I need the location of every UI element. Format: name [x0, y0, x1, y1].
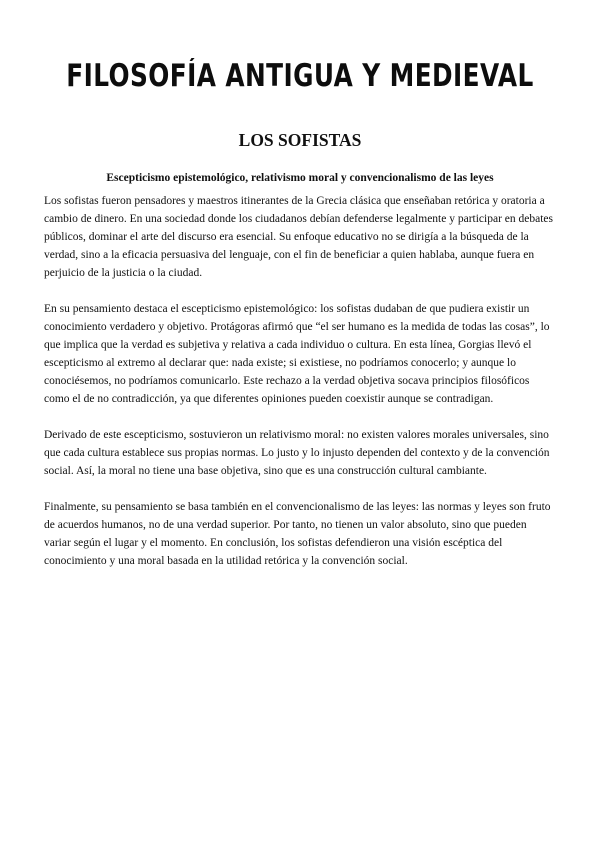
paragraph: Derivado de este escepticismo, sostuvieron un relativismo moral: no existen valores morales universales, sino que cada cultura establece sus propias normas. Lo justo y lo injusto dependen del contexto y de la convención social. Así, la moral no tiene una base objetiva, sino que es una construcción cultural cambiante.: [44, 429, 550, 477]
section-title: LOS SOFISTAS: [238, 130, 362, 150]
body-text: [44, 192, 556, 588]
paragraph: Los sofistas fueron pensadores y maestros itinerantes de la Grecia clásica que enseñaban retórica y oratoria a cambio de dinero. En una sociedad donde los ciudadanos debían defenderse legalmente y participar en debates públicos, dominar el arte del discurso era esencial. Su enfoque educativo no se dirigía a la búsqueda de la verdad, sino a la eficacia persuasiva del lenguaje, con el fin de beneficiar a quien hablaba, aunque fuera en perjuicio de la justicia o la ciudad.: [44, 195, 553, 279]
subtitle: Escepticismo epistemológico, relativismo moral y convencionalismo de las leyes: [106, 172, 494, 184]
main-title: FILOSOFÍA ANTIGUA Y MEDIEVAL: [66, 58, 534, 94]
paragraph: En su pensamiento destaca el escepticismo epistemológico: los sofistas dudaban de que pudiera existir un conocimiento verdadero y objetivo. Protágoras afirmó que “el ser humano es la medida de todas las cosas”, lo que implica que la verdad es subjetiva y relativa a cada individuo o cultura. En esta línea, Gorgias llevó el escepticismo al extremo al declarar que: nada existe; si existiese, no podríamos conocerlo; y aunque lo conociésemos, no podríamos comunicarlo. Este rechazo a la verdad objetiva socava principios filosóficos como el de no contradicción, ya que diferentes opiniones pueden coexistir aunque se contradigan.: [44, 303, 550, 405]
paragraph: Finalmente, su pensamiento se basa también en el convencionalismo de las leyes: las normas y leyes son fruto de acuerdos humanos, no de una verdad superior. Por tanto, no tienen un valor absoluto, sino que pueden variar según el lugar y el momento. En conclusión, los sofistas defendieron una visión escéptica del conocimiento y una moral basada en la utilidad retórica y la convención social.: [44, 501, 551, 567]
